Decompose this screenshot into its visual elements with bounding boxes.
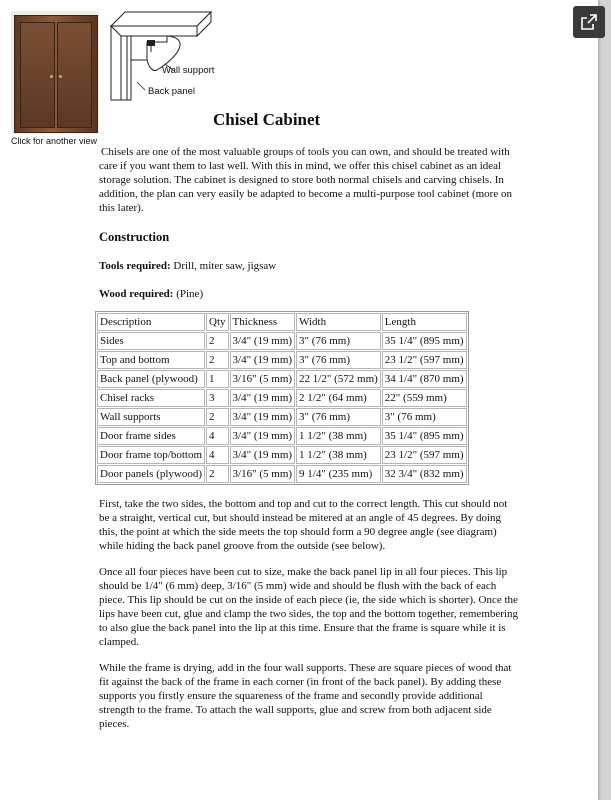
cabinet-photo[interactable]: [11, 11, 99, 134]
parts-table: [95, 311, 469, 485]
tools-value: Drill, miter saw, jigsaw: [170, 260, 277, 272]
table-cell: 3" (76 mm): [382, 408, 467, 426]
table-cell: Wall supports: [97, 408, 205, 426]
table-cell: 3/4" (19 mm): [230, 446, 296, 464]
table-cell: 2: [206, 408, 229, 426]
table-cell: 22 1/2" (572 mm): [296, 370, 381, 388]
header-cell: Width: [296, 313, 381, 331]
tools-label: Tools required:: [99, 260, 171, 272]
table-cell: 4: [206, 427, 229, 445]
table-cell: 2: [206, 332, 229, 350]
table-cell: 2 1/2" (64 mm): [296, 389, 381, 407]
table-cell: 3/4" (19 mm): [230, 408, 296, 426]
table-cell: 2: [206, 351, 229, 369]
table-cell: 3" (76 mm): [296, 332, 381, 350]
header-cell: Thickness: [230, 313, 296, 331]
wood-value: (Pine): [173, 288, 204, 300]
photo-caption[interactable]: Click for another view: [11, 136, 98, 146]
table-cell: 3/16" (5 mm): [230, 370, 296, 388]
paragraph-wall-supports: While the frame is drying, add in the four wall supports. These are square pieces of wood that fit against the back of the frame in each corner (in front of the back panel). By adding these supports you firstly ensure the squareness of the frame and secondly provide additional strength to the frame. To attach the wall supports, glue and screw from both adjacent side pieces.: [99, 662, 512, 730]
table-cell: 32 3/4" (832 mm): [382, 465, 467, 483]
table-cell: 1 1/2" (38 mm): [296, 427, 381, 445]
open-in-new-icon: [581, 14, 597, 30]
table-cell: 35 1/4" (895 mm): [382, 427, 467, 445]
table-cell: Top and bottom: [97, 351, 205, 369]
table-cell: 2: [206, 465, 229, 483]
wood-required: [99, 287, 519, 301]
tools-required: [99, 259, 519, 273]
cabinet-body: [14, 15, 98, 133]
table-cell: Door frame sides: [97, 427, 205, 445]
table-row: [97, 370, 467, 388]
table-cell: 34 1/4" (870 mm): [382, 370, 467, 388]
article-content: [99, 145, 519, 731]
table-row: [97, 408, 467, 426]
paragraph-back-panel-lip: Once all four pieces have been cut to size, make the back panel lip in all four pieces. This lip should be 1/4" (6 mm) deep, 3/16" (5 mm) wide and should be flush with the back of each piece. This lip should be cut on the inside of each piece (ie, the side which is shorter). Once the lips have been cut, glue and clamp the two sides, the top and the bottom together, remembering to also glue the back panel into the lip at this time. Ensure that the frame is square while it is clamped.: [99, 566, 518, 648]
wall-support-label: Wall support: [162, 65, 215, 76]
table-cell: 9 1/4" (235 mm): [296, 465, 381, 483]
table-cell: 22" (559 mm): [382, 389, 467, 407]
table-cell: Sides: [97, 332, 205, 350]
wood-label: Wood required:: [99, 288, 174, 300]
header-cell: Length: [382, 313, 467, 331]
paragraph-cutting: First, take the two sides, the bottom and top and cut to the correct length. This cut should not be a straight, vertical cut, but should instead be mitered at an angle of 45 degrees. By doing this, the point at which the side meets the top should form a 90 degree angle (see diagram) while hiding the back panel groove from the outside (see below).: [99, 498, 508, 552]
table-cell: Door frame top/bottom: [97, 446, 205, 464]
table-cell: 3/16" (5 mm): [230, 465, 296, 483]
table-cell: 1: [206, 370, 229, 388]
table-cell: 35 1/4" (895 mm): [382, 332, 467, 350]
header-cell: Qty: [206, 313, 229, 331]
table-cell: 3/4" (19 mm): [230, 332, 296, 350]
table-row: [97, 332, 467, 350]
page-title-text: Chisel Cabinet: [213, 110, 321, 129]
table-row: [97, 351, 467, 369]
table-cell: 23 1/2" (597 mm): [382, 351, 467, 369]
open-in-new-button[interactable]: [573, 6, 605, 38]
table-cell: 23 1/2" (597 mm): [382, 446, 467, 464]
intro-paragraph: Chisels are one of the most valuable groups of tools you can own, and should be treated with care if you want them to last well. With this in mind, we offer this chisel cabinet as an ideal storage solution. The cabinet is designed to store both normal chisels and carving chisels. In addition, the plan can very easily be adapted to become a multi-purpose tool cabinet (more on this later).: [99, 146, 512, 214]
table-cell: 3" (76 mm): [296, 408, 381, 426]
table-cell: 4: [206, 446, 229, 464]
table-cell: 3: [206, 389, 229, 407]
construction-heading: Construction: [99, 230, 170, 244]
table-header-row: [97, 313, 467, 331]
door-knob: [59, 75, 62, 78]
table-cell: 3/4" (19 mm): [230, 427, 296, 445]
table-row: [97, 446, 467, 464]
table-cell: 3/4" (19 mm): [230, 351, 296, 369]
table-cell: Chisel racks: [97, 389, 205, 407]
cabinet-door-right: [57, 22, 92, 128]
table-cell: Back panel (plywood): [97, 370, 205, 388]
table-cell: 3" (76 mm): [296, 351, 381, 369]
table-cell: 3/4" (19 mm): [230, 389, 296, 407]
table-cell: 1 1/2" (38 mm): [296, 446, 381, 464]
door-knob: [50, 75, 53, 78]
table-cell: Door panels (plywood): [97, 465, 205, 483]
table-row: [97, 427, 467, 445]
cabinet-door-left: [20, 22, 55, 128]
table-row: [97, 465, 467, 483]
table-row: [97, 389, 467, 407]
back-panel-label: Back panel: [148, 86, 196, 97]
header-cell: Description: [97, 313, 205, 331]
